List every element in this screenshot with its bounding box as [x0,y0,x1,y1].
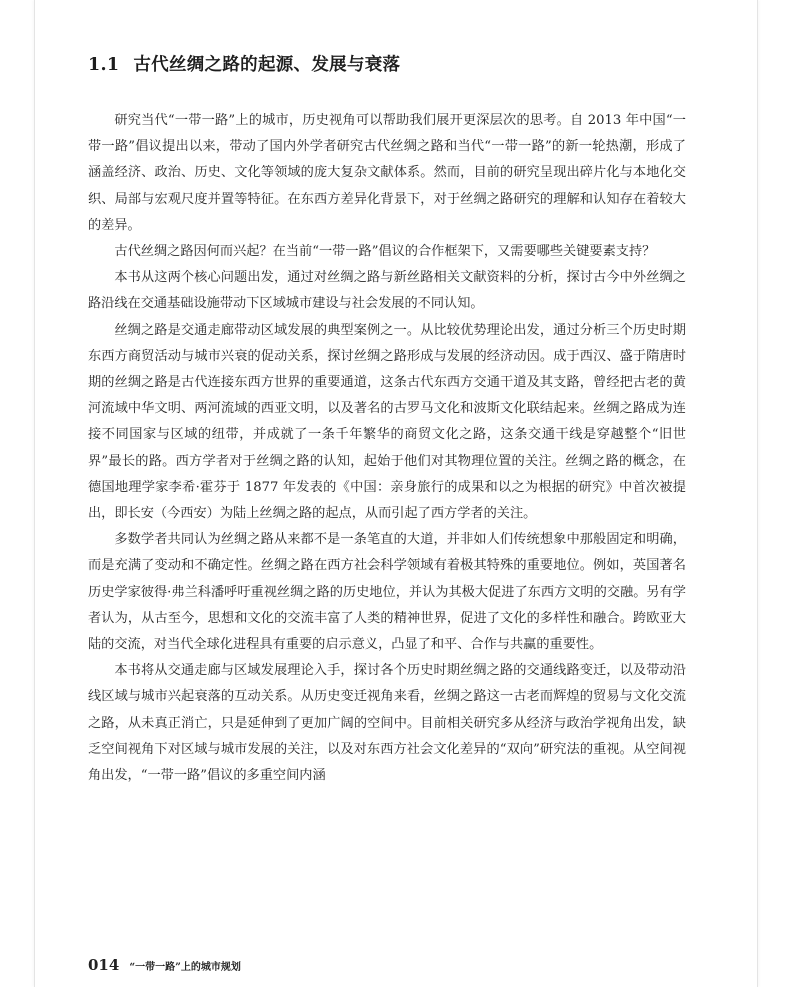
page-footer [88,955,241,974]
paragraph: 丝绸之路是交通走廊带动区域发展的典型案例之一。从比较优势理论出发，通过分析三个历史时期东西方商贸活动与城市兴衰的促动关系，探讨丝绸之路形成与发展的经济动因。成于西汉、盛于隋唐时期的丝绸之路是古代连接东西方世界的重要通道，这条古代东西方交通干道及其支路，曾经把古老的黄河流域中华文明、两河流域的西亚文明，以及著名的古罗马文化和波斯文化联结起来。丝绸之路成为连接不同国家与区域的纽带，并成就了一条千年繁华的商贸文化之路，这条交通干线是穿越整个“旧世界”最长的路。西方学者对于丝绸之路的认知，起始于他们对其物理位置的关注。丝绸之路的概念，在德国地理学家李希·霍芬于 1877 年发表的《中国：亲身旅行的成果和以之为根据的研究》中首次被提出，即长安（今西安）为陆上丝绸之路的起点，从而引起了西方学者的关注。 [88,322,686,522]
paragraph: 古代丝绸之路因何而兴起？在当前“一带一路”倡议的合作框架下，又需要哪些关键要素支持？ [114,244,656,260]
paragraph: 多数学者共同认为丝绸之路从来都不是一条笔直的大道，并非如人们传统想象中那般固定和明确，而是充满了变动和不确定性。丝绸之路在西方社会科学领域有着极其特殊的重要地位。例如，英国著名历史学家彼得·弗兰科潘呼吁重视丝绸之路的历史地位，并认为其极大促进了东西方文明的交融。另有学者认为，从古至今，思想和文化的交流丰富了人类的精神世界，促进了文化的多样性和融合。跨欧亚大陆的交流，对当代全球化进程具有重要的启示意义，凸显了和平、合作与共赢的重要性。 [88,532,686,653]
section-heading [88,51,400,76]
section-number: 1.1 [88,55,120,75]
paragraph: 本书从这两个核心问题出发，通过对丝绸之路与新丝路相关文献资料的分析，探讨古今中外丝绸之路沿线在交通基础设施带动下区域城市建设与社会发展的不同认知。 [88,270,686,312]
section-title: 古代丝绸之路的起源、发展与衰落 [133,55,401,75]
running-title: “一带一路”上的城市规划 [129,962,241,973]
paragraph: 研究当代“一带一路”上的城市，历史视角可以帮助我们展开更深层次的思考。自 2013 年中国“一带一路”倡议提出以来，带动了国内外学者研究古代丝绸之路和当代“一带一路”的新一轮热潮，形成了涵盖经济、政治、历史、文化等领域的庞大复杂文献体系。然而，目前的研究呈现出碎片化与本地化交织、局部与宏观尺度并置等特征。在东西方差异化背景下，对于丝绸之路研究的理解和认知存在着较大的差异。 [88,113,686,233]
paragraph: 本书将从交通走廊与区域发展理论入手，探讨各个历史时期丝绸之路的交通线路变迁，以及带动沿线区域与城市兴起衰落的互动关系。从历史变迁视角来看，丝绸之路这一古老而辉煌的贸易与文化交流之路，从未真正消亡，只是延伸到了更加广阔的空间中。目前相关研究多从经济与政治学视角出发，缺乏空间视角下对区域与城市发展的关注，以及对东西方社会文化差异的“双向”研究法的重视。从空间视角出发，“一带一路”倡议的多重空间内涵 [88,663,686,784]
body-text [88,108,686,789]
page-number: 014 [88,956,120,974]
